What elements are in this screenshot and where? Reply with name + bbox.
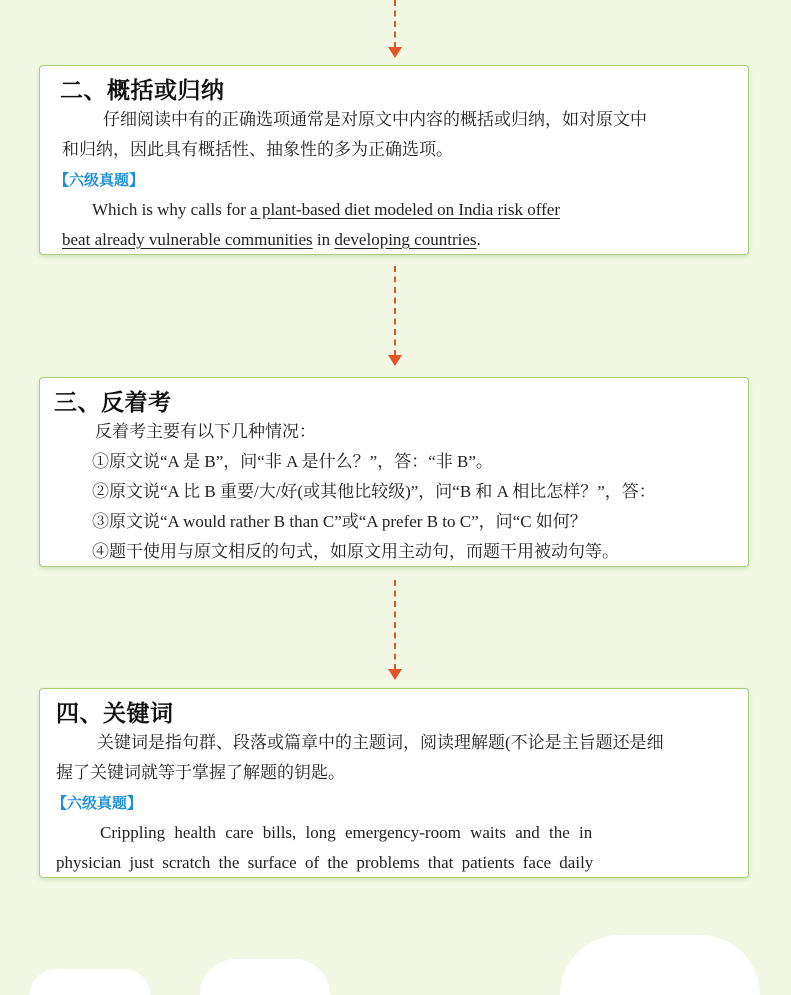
underlined-phrase: beat already vulnerable communities <box>62 230 313 249</box>
section-title: 二、概括或归纳 <box>60 78 225 104</box>
decorative-hill <box>560 935 760 995</box>
example-line: Crippling health care bills, long emergency-room waits and the in <box>100 823 593 842</box>
exam-tag: 【六级真题】 <box>52 794 143 812</box>
body-line: ④题干使用与原文相反的句式，如原文用主动句，而题干用被动句等。 <box>92 542 619 561</box>
underlined-phrase: a plant-based diet modeled on India risk offer <box>250 200 560 219</box>
body-line: ①原文说“A 是 B”，问“非 A 是什么？”，答：“非 B”。 <box>92 452 493 471</box>
exam-tag: 【六级真题】 <box>54 171 145 189</box>
example-text: . <box>476 230 481 249</box>
body-line: 握了关键词就等于掌握了解题的钥匙。 <box>56 763 345 782</box>
flow-arrow <box>386 580 404 680</box>
section-title: 四、关键词 <box>56 701 174 727</box>
example-text: in <box>316 230 331 249</box>
flow-arrow <box>386 266 404 366</box>
section-card-keywords <box>39 688 749 878</box>
body-line: 仔细阅读中有的正确选项通常是对原文中内容的概括或归纳，如对原文中 <box>103 110 647 129</box>
example-text: Which is why calls for <box>92 200 246 219</box>
example-line: physician just scratch the surface of the problems that patients face daily <box>56 853 594 872</box>
decorative-hill <box>30 969 150 995</box>
flow-arrow-top <box>386 0 404 58</box>
body-line: ②原文说“A 比 B 重要/大/好(或其他比较级)”，问“B 和 A 相比怎样？”，答： <box>92 482 656 501</box>
section-card-generalize <box>39 65 749 255</box>
underlined-phrase: developing countries <box>334 230 477 249</box>
section-title: 三、反着考 <box>54 390 172 416</box>
body-line: 和归纳，因此具有概括性、抽象性的多为正确选项。 <box>62 140 453 159</box>
decorative-hill <box>200 959 330 995</box>
body-line: 关键词是指句群、段落或篇章中的主题词，阅读理解题(不论是主旨题还是细 <box>97 733 664 752</box>
example-line <box>62 229 481 251</box>
section-card-reverse <box>39 377 749 567</box>
body-line: ③原文说“A would rather B than C”或“A prefer B to C”，问“C 如何？ <box>92 512 587 531</box>
example-line <box>92 199 560 221</box>
body-line: 反着考主要有以下几种情况： <box>95 422 316 441</box>
